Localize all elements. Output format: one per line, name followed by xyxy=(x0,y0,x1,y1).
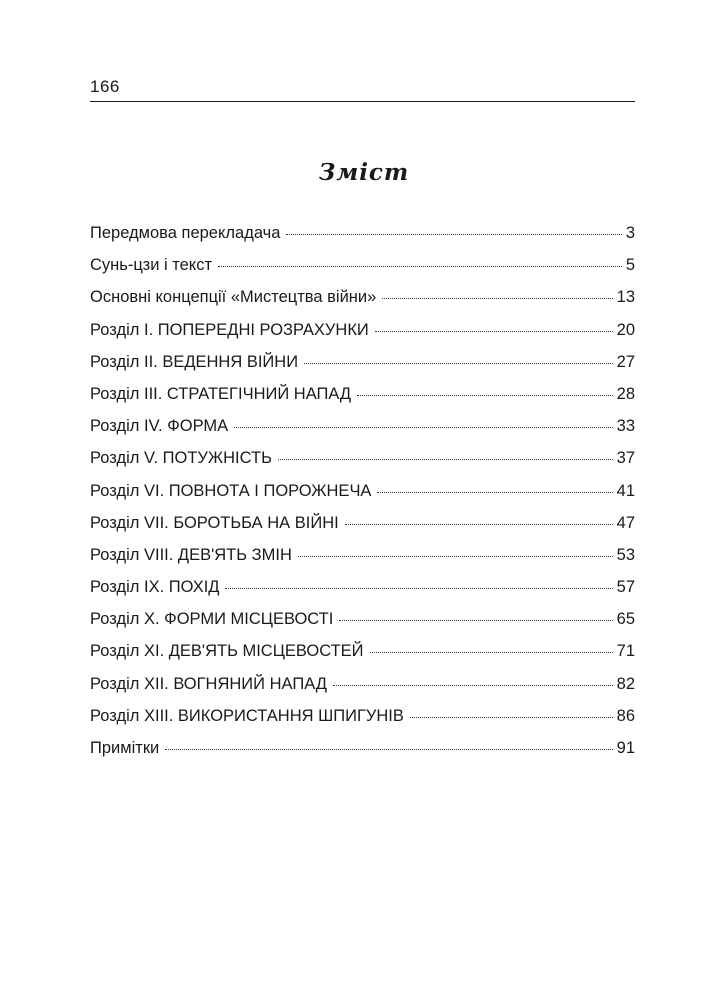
toc-entry-page: 65 xyxy=(616,610,635,629)
toc-entry[interactable] xyxy=(90,546,635,578)
toc-entry-label: Сунь-цзи і текст xyxy=(90,256,213,275)
toc-entry[interactable] xyxy=(90,675,635,707)
dot-leader xyxy=(345,524,613,525)
toc-entry-page: 3 xyxy=(625,224,635,242)
toc-entry-page: 5 xyxy=(625,256,635,275)
toc-entry[interactable] xyxy=(90,739,635,771)
toc-entry-label: Розділ XI. ДЕВ'ЯТЬ МІСЦЕВОСТЕЙ xyxy=(90,642,364,661)
toc-entry-page: 71 xyxy=(616,642,635,661)
toc-entry-page: 28 xyxy=(616,384,635,403)
toc-entry-page: 91 xyxy=(616,739,635,757)
toc-title: Зміст xyxy=(318,159,410,186)
toc-entry-label: Примітки xyxy=(90,739,160,757)
toc-entry-label: Розділ XIII. ВИКОРИСТАННЯ ШПИГУНІВ xyxy=(90,706,404,725)
dot-leader xyxy=(370,652,613,653)
toc-entry[interactable] xyxy=(90,642,635,674)
dot-leader xyxy=(357,395,613,396)
dot-leader xyxy=(218,266,622,267)
toc-entry-page: 53 xyxy=(616,545,635,564)
toc-entry-label: Розділ IX. ПОХІД xyxy=(90,578,220,597)
dot-leader xyxy=(225,588,612,589)
toc-entry-page: 86 xyxy=(616,706,635,725)
toc-entry-label: Розділ VII. БОРОТЬБА НА ВІЙНІ xyxy=(90,513,339,532)
toc-entry-page: 33 xyxy=(616,417,635,436)
toc-entry-label: Розділ III. СТРАТЕГІЧНИЙ НАПАД xyxy=(90,384,352,403)
toc-entry[interactable] xyxy=(90,482,635,514)
dot-leader xyxy=(339,620,612,621)
toc-entry-page: 13 xyxy=(616,288,635,307)
toc-entry-label: Основні концепції «Мистецтва війни» xyxy=(90,288,377,307)
toc-entry[interactable] xyxy=(90,321,635,353)
toc-entry-label: Розділ VI. ПОВНОТА І ПОРОЖНЕЧА xyxy=(90,481,372,500)
page-number: 166 xyxy=(90,77,120,96)
toc-entry-page: 37 xyxy=(616,449,635,468)
toc-entry[interactable] xyxy=(90,224,635,256)
toc-entry-label: Передмова перекладача xyxy=(90,224,281,242)
toc-entry-label: Розділ IV. ФОРМА xyxy=(90,417,229,436)
toc-entry-page: 57 xyxy=(616,578,635,597)
toc-entry-page: 47 xyxy=(616,513,635,532)
toc-entry-label: Розділ V. ПОТУЖНІСТЬ xyxy=(90,449,272,468)
toc-entry-label: Розділ XII. ВОГНЯНИЙ НАПАД xyxy=(90,674,327,693)
dot-leader xyxy=(375,331,613,332)
toc-entry[interactable] xyxy=(90,449,635,481)
toc-entry[interactable] xyxy=(90,288,635,320)
toc-entry[interactable] xyxy=(90,610,635,642)
header-rule xyxy=(90,101,635,102)
toc-entry-page: 82 xyxy=(616,674,635,693)
toc-entry-label: Розділ X. ФОРМИ МІСЦЕВОСТІ xyxy=(90,610,334,629)
toc-entry-page: 27 xyxy=(616,352,635,371)
dot-leader xyxy=(234,427,612,428)
dot-leader xyxy=(298,556,613,557)
toc-entry-label: Розділ I. ПОПЕРЕДНІ РОЗРАХУНКИ xyxy=(90,320,369,339)
dot-leader xyxy=(165,749,612,750)
table-of-contents xyxy=(90,224,635,771)
toc-entry[interactable] xyxy=(90,514,635,546)
toc-entry[interactable] xyxy=(90,353,635,385)
toc-entry-page: 41 xyxy=(616,481,635,500)
toc-entry[interactable] xyxy=(90,417,635,449)
toc-entry-label: Розділ VIII. ДЕВ'ЯТЬ ЗМІН xyxy=(90,545,292,564)
dot-leader xyxy=(377,492,612,493)
toc-entry[interactable] xyxy=(90,385,635,417)
dot-leader xyxy=(382,298,612,299)
dot-leader xyxy=(304,363,613,364)
dot-leader xyxy=(286,234,621,235)
dot-leader xyxy=(278,459,613,460)
toc-entry[interactable] xyxy=(90,256,635,288)
dot-leader xyxy=(410,717,613,718)
toc-entry-page: 20 xyxy=(616,320,635,339)
toc-entry[interactable] xyxy=(90,707,635,739)
toc-entry[interactable] xyxy=(90,578,635,610)
dot-leader xyxy=(333,685,613,686)
toc-entry-label: Розділ II. ВЕДЕННЯ ВІЙНИ xyxy=(90,352,299,371)
